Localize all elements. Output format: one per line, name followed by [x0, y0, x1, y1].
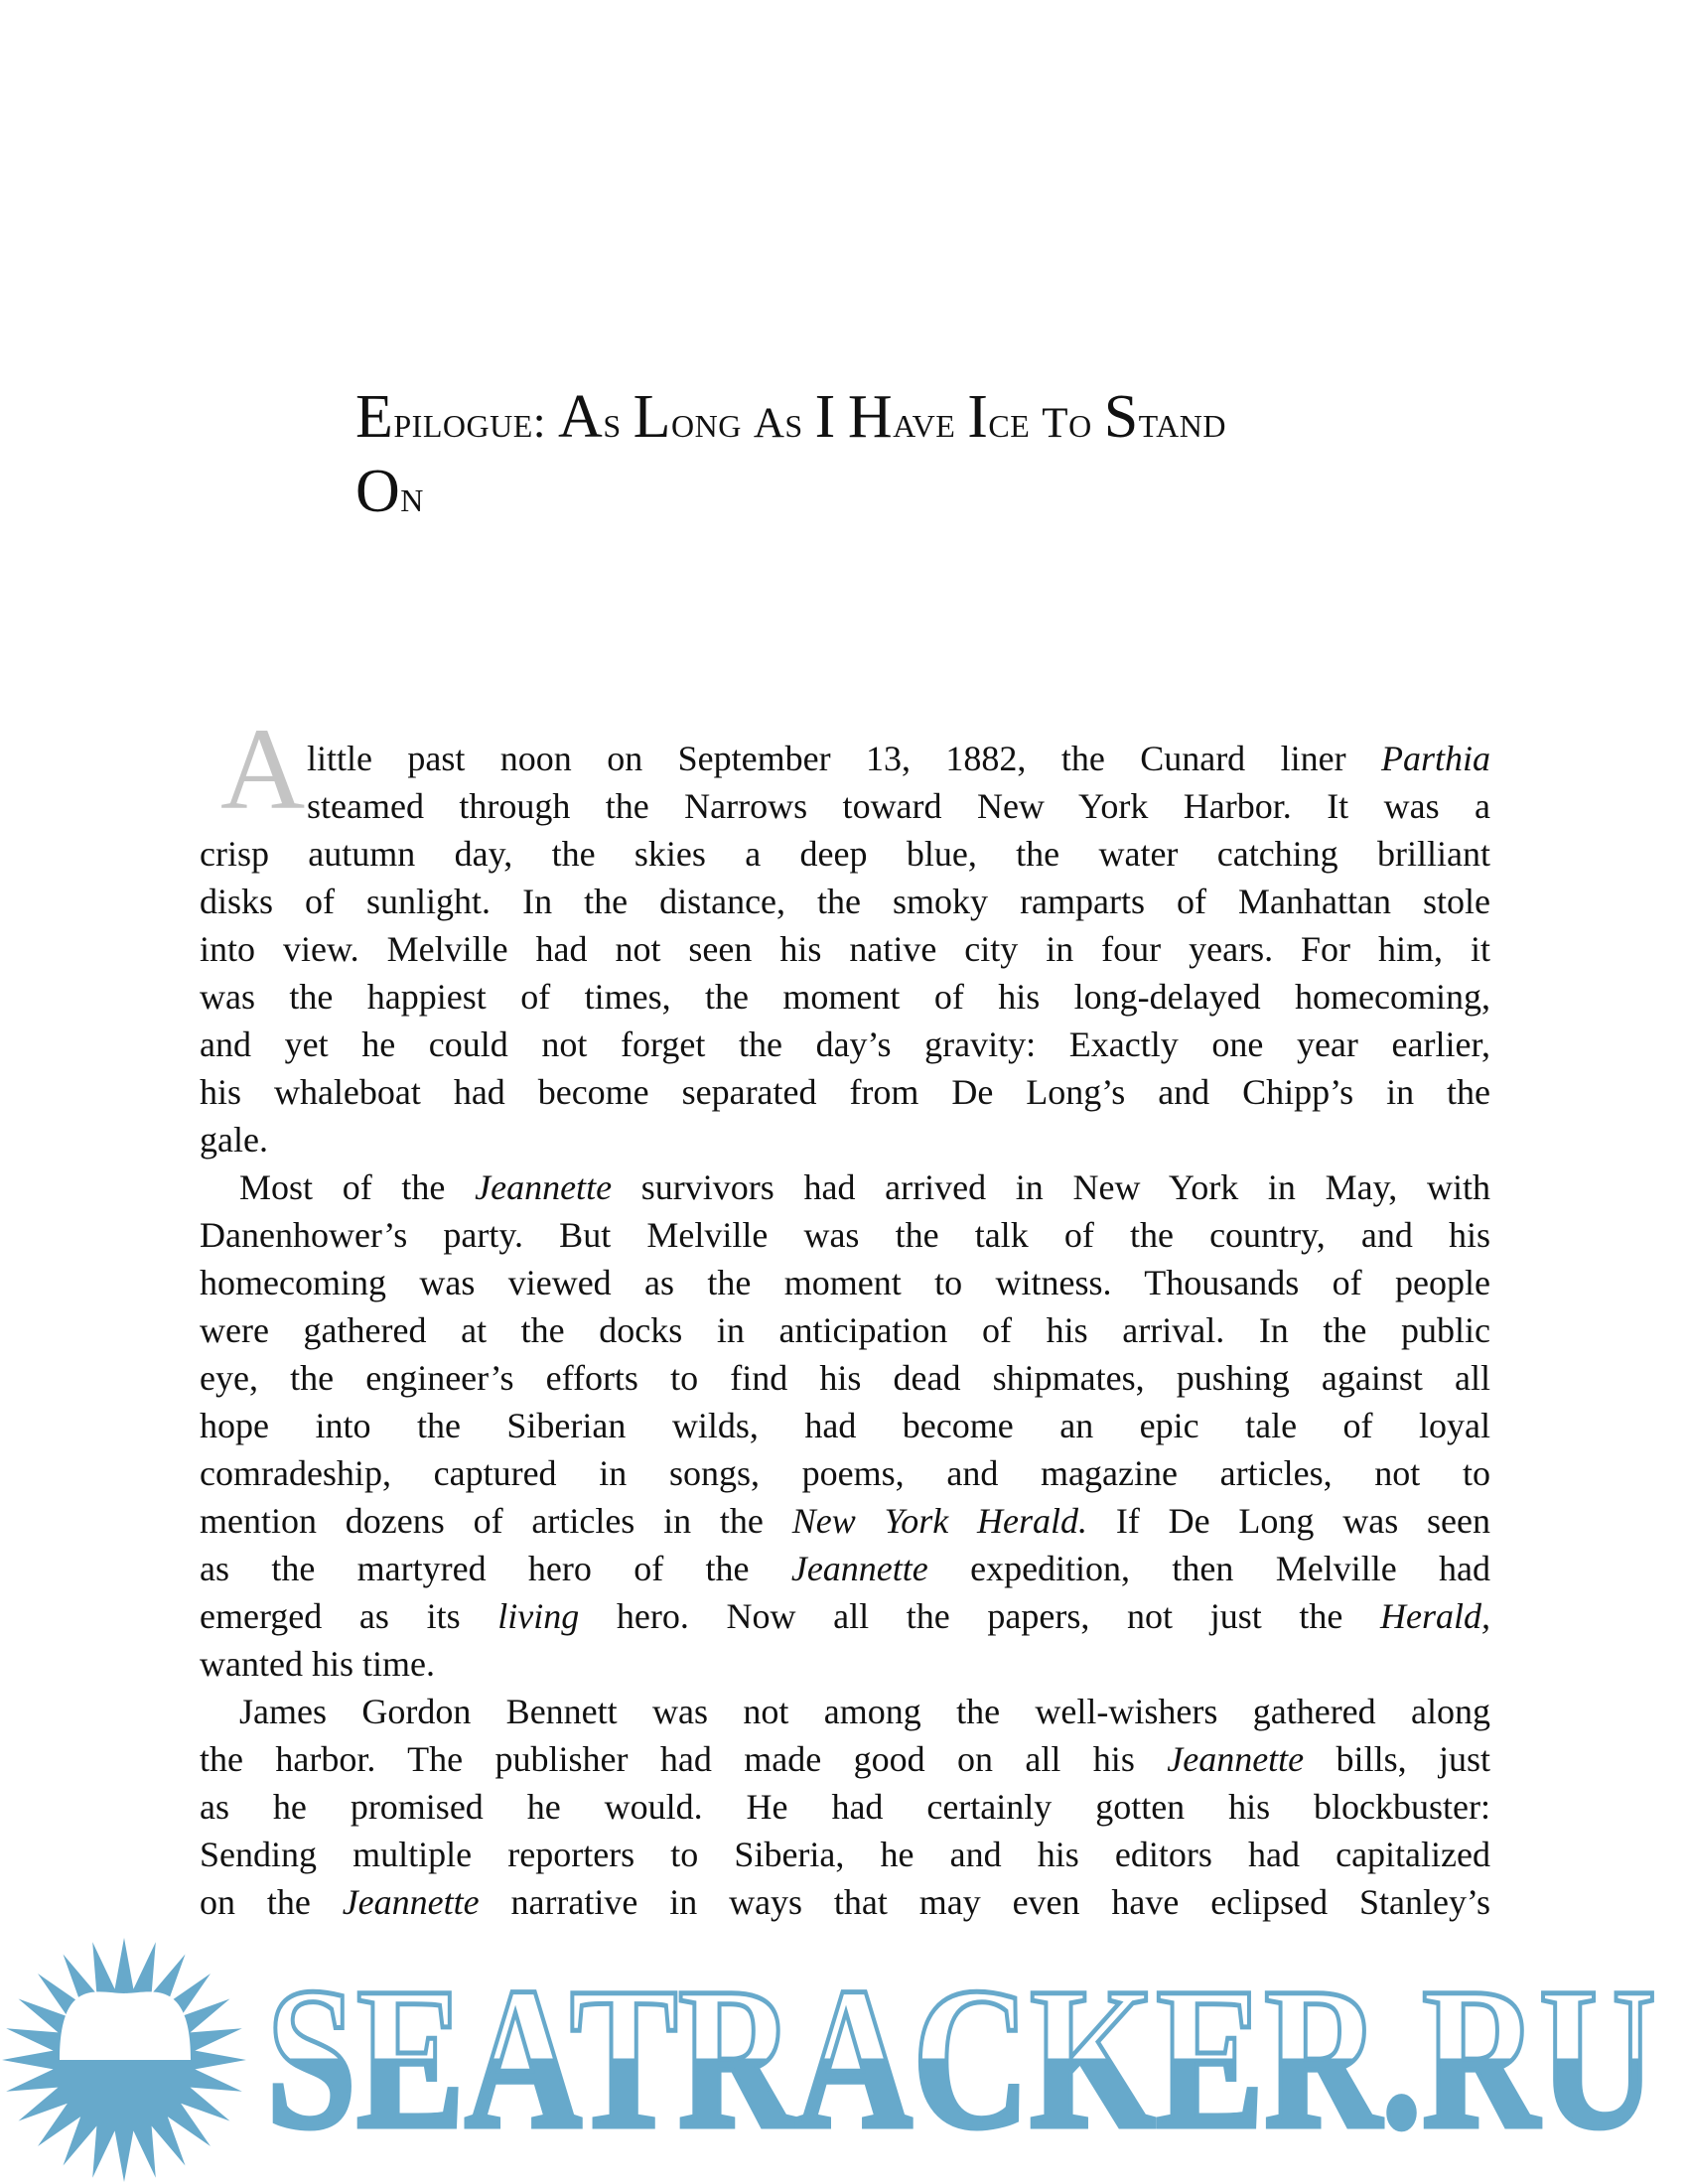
text-line: [200, 1831, 1490, 1878]
italic-text: Jeannette: [790, 1549, 928, 1588]
text-line: [200, 1783, 1490, 1831]
text-line: [200, 1163, 1490, 1211]
text-line: [200, 1449, 1490, 1497]
text-line: [200, 1545, 1490, 1592]
text-run: hope into the Siberian wilds, had become an epic tale of loyal: [200, 1406, 1490, 1445]
title-initial: A: [558, 383, 604, 451]
title-initial: t: [1042, 383, 1069, 451]
text-line: [200, 1592, 1490, 1640]
title-initial: L: [633, 383, 671, 451]
text-run: his whaleboat had become separated from De Long’s and Chipp’s in the: [200, 1072, 1490, 1112]
text-run: disks of sunlight. In the distance, the smoky ramparts of Manhattan stole: [200, 882, 1490, 921]
watermark-logo: [0, 1936, 1688, 2184]
sun-icon: [2, 1938, 246, 2182]
text-line: [200, 1259, 1490, 1306]
text-line: [200, 1211, 1490, 1259]
italic-text: Parthia: [1380, 739, 1490, 778]
text-line: [200, 1640, 1490, 1688]
text-run: was the happiest of times, the moment of his long-delayed homecoming,: [200, 977, 1490, 1017]
text-line: [200, 1688, 1490, 1735]
text-run: gale.: [200, 1120, 268, 1160]
italic-text: living: [497, 1596, 580, 1636]
title-initial: E: [355, 383, 394, 451]
title-initial: I: [814, 383, 836, 451]
italic-text: Herald,: [1380, 1596, 1490, 1636]
italic-text: Jeannette: [342, 1882, 480, 1922]
text-line: [200, 973, 1490, 1021]
title-initial: I: [967, 383, 989, 451]
chapter-title-line-2: On: [355, 458, 424, 525]
chapter-title-line-1: Epilogue: As Long as I Have Ice to Stand: [355, 383, 1226, 451]
text-run: hero. Now all the papers, not just the: [579, 1596, 1380, 1636]
text-run: on the: [200, 1882, 343, 1922]
text-line: [200, 1402, 1490, 1449]
text-run: bills, just: [1304, 1739, 1490, 1779]
text-run: comradeship, captured in songs, poems, and magazine articles, not to: [200, 1453, 1490, 1493]
text-line: [200, 830, 1490, 878]
text-run: If De Long was seen: [1087, 1501, 1490, 1541]
title-initial: S: [1103, 383, 1139, 451]
text-line: [200, 878, 1490, 925]
text-run: crisp autumn day, the skies a deep blue, the water catching brilliant: [200, 834, 1490, 874]
title-initial: H: [847, 383, 894, 451]
text-run: Most of the: [239, 1167, 476, 1207]
text-line: [200, 1116, 1490, 1163]
text-line: [200, 782, 1490, 830]
text-run: steamed through the Narrows toward New York Harbor. It was a: [307, 786, 1490, 826]
text-run: survivors had arrived in New York in May, with: [612, 1167, 1490, 1207]
text-line: [200, 1735, 1490, 1783]
text-run: into view. Melville had not seen his native city in four years. For him, it: [200, 929, 1490, 969]
text-run: eye, the engineer’s efforts to find his dead shipmates, pushing against all: [200, 1358, 1490, 1398]
drop-cap: A: [220, 704, 306, 834]
text-line: [200, 1068, 1490, 1116]
text-run: and yet he could not forget the day’s gravity: Exactly one year earlier,: [200, 1024, 1490, 1064]
title-initial: a: [753, 383, 785, 451]
text-run: Sending multiple reporters to Siberia, he and his editors had capitalized: [200, 1835, 1490, 1874]
text-run: James Gordon Bennett was not among the well-wishers gathered along: [239, 1692, 1490, 1731]
text-line: [200, 1497, 1490, 1545]
watermark-text: SEATRACKER.RU: [266, 1946, 1656, 2171]
text-line: [200, 1306, 1490, 1354]
text-run: homecoming was viewed as the moment to witness. Thousands of people: [200, 1263, 1490, 1302]
italic-text: Jeannette: [1167, 1739, 1305, 1779]
text-run: were gathered at the docks in anticipation of his arrival. In the public: [200, 1310, 1490, 1350]
text-run: the harbor. The publisher had made good on all his: [200, 1739, 1168, 1779]
italic-text: Jeannette: [475, 1167, 613, 1207]
text-line: [200, 735, 1490, 782]
text-run: little past noon on September 13, 1882, the Cunard liner: [307, 739, 1381, 778]
text-run: narrative in ways that may even have eclipsed Stanley’s: [479, 1882, 1490, 1922]
text-run: Danenhower’s party. But Melville was the talk of the country, and his: [200, 1215, 1490, 1255]
text-line: [200, 1021, 1490, 1068]
text-run: as the martyred hero of the: [200, 1549, 791, 1588]
italic-text: New York Herald.: [791, 1501, 1088, 1541]
text-line: [200, 1354, 1490, 1402]
title-initial: O: [355, 458, 401, 525]
text-line: [200, 1878, 1490, 1926]
text-run: expedition, then Melville had: [927, 1549, 1490, 1588]
chapter-title: [355, 382, 1226, 531]
text-line: [200, 925, 1490, 973]
text-run: mention dozens of articles in the: [200, 1501, 792, 1541]
body-text: [200, 735, 1490, 1926]
text-run: emerged as its: [200, 1596, 498, 1636]
text-run: wanted his time.: [200, 1644, 435, 1684]
text-run: as he promised he would. He had certainly gotten his blockbuster:: [200, 1787, 1490, 1827]
